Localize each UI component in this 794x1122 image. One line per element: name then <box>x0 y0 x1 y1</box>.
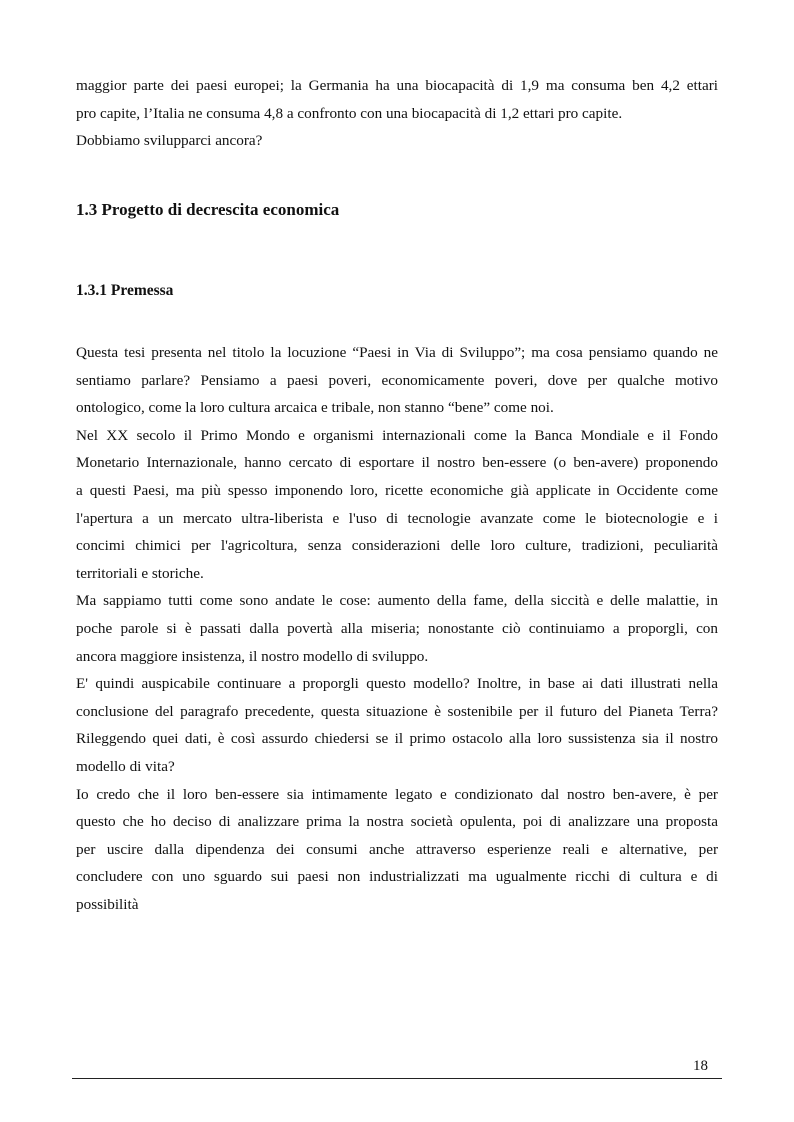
paragraph <box>76 587 718 670</box>
paragraph <box>76 422 718 588</box>
text-line: Nel XX secolo il Primo Mondo e organismi internazionali come la Banca Mondiale e il Fondo <box>76 426 718 444</box>
text-line: poche parole si è passati dalla povertà alla miseria; nonostante ciò continuiamo a proporgli, con <box>76 619 718 637</box>
text-line: per uscire dalla dipendenza dei consumi anche attraverso esperienze reali e alternative, per <box>76 840 718 858</box>
text-line: ontologico, come la loro cultura arcaica e tribale, non stanno “bene” come noi. <box>76 399 554 417</box>
text-line: E' quindi auspicabile continuare a proporgli questo modello? Inoltre, in base ai dati illustrati nella <box>76 675 718 693</box>
text-line: concimi chimici per l'agricoltura, senza considerazioni delle loro culture, tradizioni, peculiarità <box>76 537 718 555</box>
text-line: questo che ho deciso di analizzare prima la nostra società opulenta, poi di analizzare una proposta <box>76 813 718 831</box>
text-line: possibilità <box>76 895 139 913</box>
paragraph <box>76 670 718 780</box>
text-line: Io credo che il loro ben-essere sia intimamente legato e condizionato dal nostro ben-avere, è per <box>76 785 718 803</box>
page-number: 18 <box>693 1058 708 1074</box>
paragraph <box>76 339 718 422</box>
intro-text <box>76 72 718 155</box>
intro-paragraph <box>76 72 718 155</box>
section-heading: 1.3 Progetto di decrescita economica <box>76 200 340 219</box>
paragraph <box>76 781 718 919</box>
subsection-heading: 1.3.1 Premessa <box>76 282 174 299</box>
text-line: concludere con uno sguardo sui paesi non industrializzati ma ugualmente ricchi di cultura e di <box>76 868 718 886</box>
text-line: modello di vita? <box>76 757 175 775</box>
text-line: conclusione del paragrafo precedente, questa situazione è sostenibile per il futuro del Pianeta Terra? <box>76 702 718 720</box>
text-line: maggior parte dei paesi europei; la Germania ha una biocapacità di 1,9 ma consuma ben 4,2 ettari <box>76 77 718 94</box>
text-line: l'apertura a un mercato ultra-liberista e l'uso di tecnologie avanzate come le biotecnologie e i <box>76 509 718 527</box>
text-line: Ma sappiamo tutti come sono andate le cose: aumento della fame, della siccità e delle malattie, in <box>76 592 718 610</box>
text-line: Rileggendo quei dati, è così assurdo chiedersi se il primo ostacolo alla loro sussistenza sia il nostro <box>76 730 718 748</box>
text-line: Questa tesi presenta nel titolo la locuzione “Paesi in Via di Sviluppo”; ma cosa pensiamo quando ne <box>76 344 718 361</box>
text-line: Monetario Internazionale, hanno cercato di esportare il nostro ben-essere (o ben-avere) proponendo <box>76 454 718 472</box>
text-line: sentiamo parlare? Pensiamo a paesi poveri, economicamente poveri, dove per qualche motivo <box>76 371 718 389</box>
text-line: pro capite, l’Italia ne consuma 4,8 a confronto con una biocapacità di 1,2 ettari pro capite. <box>76 104 623 122</box>
text-line: a questi Paesi, ma più spesso imponendo loro, ricette economiche già applicate in Occidente come <box>76 481 718 499</box>
text-line: territoriali e storiche. <box>76 564 204 582</box>
footer-divider <box>72 1078 722 1079</box>
text-line: ancora maggiore insistenza, il nostro modello di sviluppo. <box>76 647 429 665</box>
body-text <box>76 339 718 918</box>
text-line: Dobbiamo svilupparci ancora? <box>76 132 263 150</box>
